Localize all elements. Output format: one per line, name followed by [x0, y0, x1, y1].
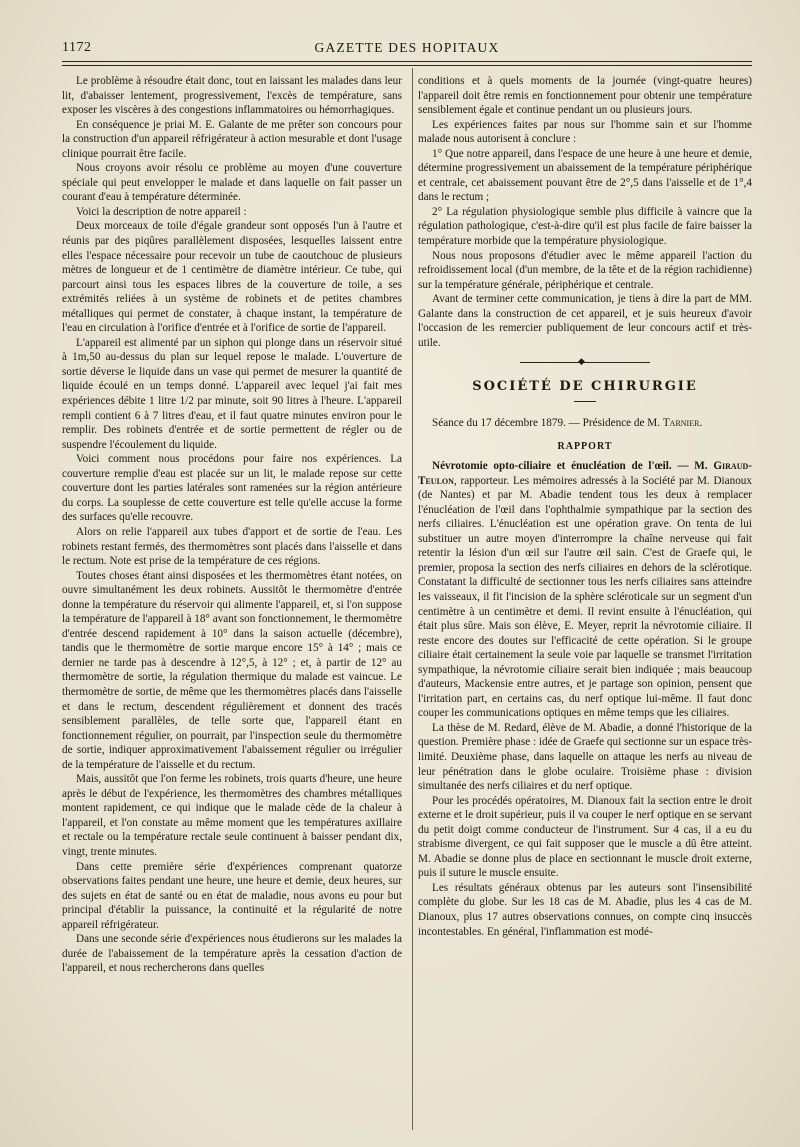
article-first-paragraph — [418, 459, 752, 721]
paragraph: Toutes choses étant ainsi disposées et les thermomètres étant notées, on ouvre simultanément les deux robinets. Aussitôt le thermomètre d'entrée donne la température du réservoir qui alimente l'appareil, et, si l'on suppose la température de l'appareil à 18° avant son fonctionnement, le thermomètre d'entrée descend rapidement à 10° dans la saison actuelle (décembre), tandis que le thermomètre de sortie marque encore 15° à 14° ; mais ce dernier ne tarde pas à descendre à 12°,5, à 12° ; et, à partir de 12° au thermomètre de sortie, la régulation thermique du malade est vaincue. Le thermomètre de sortie, de même que les thermomètres placés dans l'aisselle et dans le rectum, descendent régulièrement et donnent des tracés sensiblement parallèles, de telle sorte que, l'appareil étant en fonctionnement régulier, on pourrait, par l'inspection seule du thermomètre de sortie, indiquer approximativement l'abaissement régulier ou irrégulier de la température de l'aisselle et du rectum. — [62, 569, 402, 771]
paragraph: Dans une seconde série d'expériences nous étudierons sur les malades la durée de l'abaissement de la température après la cessation d'action de l'appareil, et nous rechercherons dans quelles — [62, 933, 402, 975]
paragraph: Avant de terminer cette communication, je tiens à dire la part de MM. Galante dans la construction de cet appareil, et je suis heureux d'avoir l'occasion de les remercier publiquement de leur concours actif et très-utile. — [418, 293, 752, 349]
paragraph: Dans cette première série d'expériences comprenant quatorze observations faites pendant une heure, une heure et demie, deux heures, sur des sujets en état de santé ou en état de maladie, nous avons eu pour but principal d'établir la puissance, la continuité et la régularité de notre appareil réfrigérateur. — [62, 860, 402, 931]
article-title: Névrotomie opto-ciliaire et énucléation de l'œil. — — [432, 460, 689, 473]
paragraph: La thèse de M. Redard, élève de M. Abadie, a donné l'historique de la question. Première phase : idée de Graefe qui sectionne sur un espace très-limité. Deuxième phase, dans laquelle on attaque les nerfs au niveau de leur pénétration dans le globe oculaire. Troisième phase : division simultanée des nerfs ciliaires et du nerf optique. — [418, 721, 752, 793]
paragraph: Voici comment nous procédons pour faire nos expériences. La couverture remplie d'eau est placée sur un lit, le malade repose sur cette couverture dont les parties latérales sont ramenées sur la région antérieure du corps. La souplesse de cette couverture est telle qu'elle accuse la forme des surfaces qu'elle recouvre. — [62, 453, 402, 524]
paragraph: En conséquence je priai M. E. Galante de me prêter son concours pour la construction d'un appareil réfrigérateur à action mesurable et dont l'usage clinique pourrait être facile. — [62, 118, 402, 160]
header-double-rule — [62, 61, 752, 66]
paragraph: Mais, aussitôt que l'on ferme les robinets, trois quarts d'heure, une heure après le début de l'expérience, les thermomètres des chambres métalliques montent rapidement, ce qui indique que le malade cède de la chaleur à l'appareil, et l'on constate au même moment que les températures axillaire et rectale ou la température rectale seule continuent à baisser pendant dix, vingt, trente minutes. — [62, 773, 402, 858]
paragraph: Le problème à résoudre était donc, tout en laissant les malades dans leur lit, d'abaisser lentement, progressivement, l'excès de température, sans exposer les viscères à des congestions inflammatoires ou hémorrhagiques. — [62, 75, 402, 117]
column-divider — [412, 68, 413, 1130]
paragraph: Voici la description de notre appareil : — [76, 205, 247, 218]
ornament-rule — [520, 360, 650, 366]
article-author: M. Giraud-Teulon — [418, 460, 752, 487]
paragraph: L'appareil est alimenté par un siphon qui plonge dans un réservoir situé à 1m,50 au-dessus du plan sur lequel repose le malade. L'ouverture de sortie déverse le liquide dans un vase qui permet de mesurer la quantité de liquide écoulé en un temps donné. L'appareil avec lequel j'ai fait mes expériences débite 1 litre 1/2 par minute, soit 90 litres à l'heure. L'appareil rempli contient 6 à 7 litres d'eau, et il faut quatre minutes environ pour le remplir. Des robinets d'entrée et de sortie permettent de régler ou de suspendre l'écoulement du liquide. — [62, 336, 402, 451]
page-header — [62, 38, 752, 60]
paragraph: Nous croyons avoir résolu ce problème au moyen d'une couverture spéciale qui peut envelopper le malade et dans laquelle on fait passer un courant d'eau à température déterminée. — [62, 162, 402, 204]
conclusion-item-1: 1° Que notre appareil, dans l'espace de une heure à une heure et demie, détermine progressivement un abaissement de la température périphérique et centrale, cet abaissement pouvant être de 2°,5 dans l'aisselle et de 1°,4 dans le rectum ; — [418, 147, 752, 204]
paragraph: conditions et à quels moments de la journée (vingt-quatre heures) l'appareil doit être remis en fonctionnement pour obtenir une température sensiblement égale et continue pendant un ou plusieurs jours. — [418, 75, 752, 117]
president-name: Tarnier — [662, 416, 700, 429]
paragraph: Deux morceaux de toile d'égale grandeur sont opposés l'un à l'autre et réunis par des piqûres parallèlement disposées, lesquelles laissent entre elles l'espace nécessaire pour recevoir un tube de caoutchouc de plusieurs mètres de longueur et de 1 centimètre de diamètre intérieur. Ce tube, qui parcourt ainsi tous les espaces libres de la couverture de toile, a ses extrémités reliées à un système de robinets et de petites chambres métalliques qui permet de constater, à chaque instant, la température de l'eau en circulation à l'orifice d'entrée et à l'orifice de sortie de l'appareil. — [62, 220, 402, 335]
rapport-label: RAPPORT — [557, 441, 613, 453]
paragraph: Les expériences faites par nous sur l'homme sain et sur l'homme malade nous autorisent à conclure : — [418, 118, 752, 146]
right-column — [418, 74, 752, 939]
conclusion-item-2: 2° La régulation physiologique semble plus difficile à vaincre que la régulation pathologique, c'est-à-dire qu'il est plus facile de faire baisser la température morbide que la température physiologique. — [418, 205, 752, 248]
paragraph: Les résultats généraux obtenus par les auteurs sont l'insensibilité complète du globe. Sur les 18 cas de M. Abadie, plus les 4 cas de M. Dianoux, plus 17 autres observations connues, on compte cinq insuccès incontestables. En général, l'inflammation est modé- — [418, 881, 752, 938]
article-body: , rapporteur. Les mémoires adressés à la Société par M. Dianoux (de Nantes) et par M. Abadie tendent tous les deux à remplacer l'énucléation de l'œil dans l'ophthalmie sympathique par la section des nerfs ciliaires. L'énucléation est une opération grave. On tenta de lui substituer un autre moyen d'interrompre la chaîne nerveuse qui fait retentir la lésion d'un œil sur l'autre œil sain. C'est de Graefe qui, le premier, proposa la section des nerfs ciliaires en dehors de la sclérotique. Constatant la difficulté de sectionner tous les nerfs ciliaires sans atteindre les vaisseaux, il fit l'incision de la sphère scléroticale sur un segment d'un centimètre à un centimètre et demi. Il revint ensuite à l'énucléation, qui était plus sûre. Mais son élève, E. Meyer, reprit la névrotomie ciliaire. Il reste encore des doutes sur l'efficacité de cette opération. Si le groupe ciliaire était certainement la seule voie par laquelle se transmet l'irritation sympathique, la névrotomie ciliaire serait bien indiquée ; mais beaucoup d'auteurs, Mackensie entre autres, et je partage son opinion, pensent que l'irritation part, en certains cas, du nerf optique lui-même. Il faut donc couper les communications optiques en même temps que les ciliaires. — [418, 474, 752, 720]
left-column — [62, 74, 402, 976]
journal-title: GAZETTE DES HOPITAUX — [314, 40, 500, 55]
seance-text: Séance du 17 décembre 1879. — Présidence de M. — [432, 416, 663, 429]
page-number: 1172 — [62, 40, 92, 55]
section-title: SOCIÉTÉ DE CHIRURGIE — [472, 379, 698, 395]
seance-end: . — [699, 416, 703, 429]
short-rule — [574, 401, 596, 402]
paragraph: Pour les procédés opératoires, M. Dianoux fait la section entre le droit externe et le droit supérieur, puis il va couper le nerf optique en se servant du petit doigt comme conducteur de l'instrument. Sur 4 cas, il a eu du strabisme divergent, ce qui fait supposer que le muscle a dû être atteint. M. Abadie se donne plus de place en sectionnant le muscle droit externe, puis il suture le muscle ensuite. — [418, 794, 752, 880]
paragraph: Alors on relie l'appareil aux tubes d'apport et de sortie de l'eau. Les robinets restant fermés, des thermomètres sont placés dans l'aisselle et dans le rectum. Note est prise de la température de ces régions. — [62, 525, 402, 568]
paragraph: Nous nous proposons d'étudier avec le même appareil l'action du refroidissement local (d'un membre, de la tête et de la région rachidienne) sur la température générale, périphérique et centrale. — [418, 249, 752, 291]
seance-line — [418, 416, 752, 431]
